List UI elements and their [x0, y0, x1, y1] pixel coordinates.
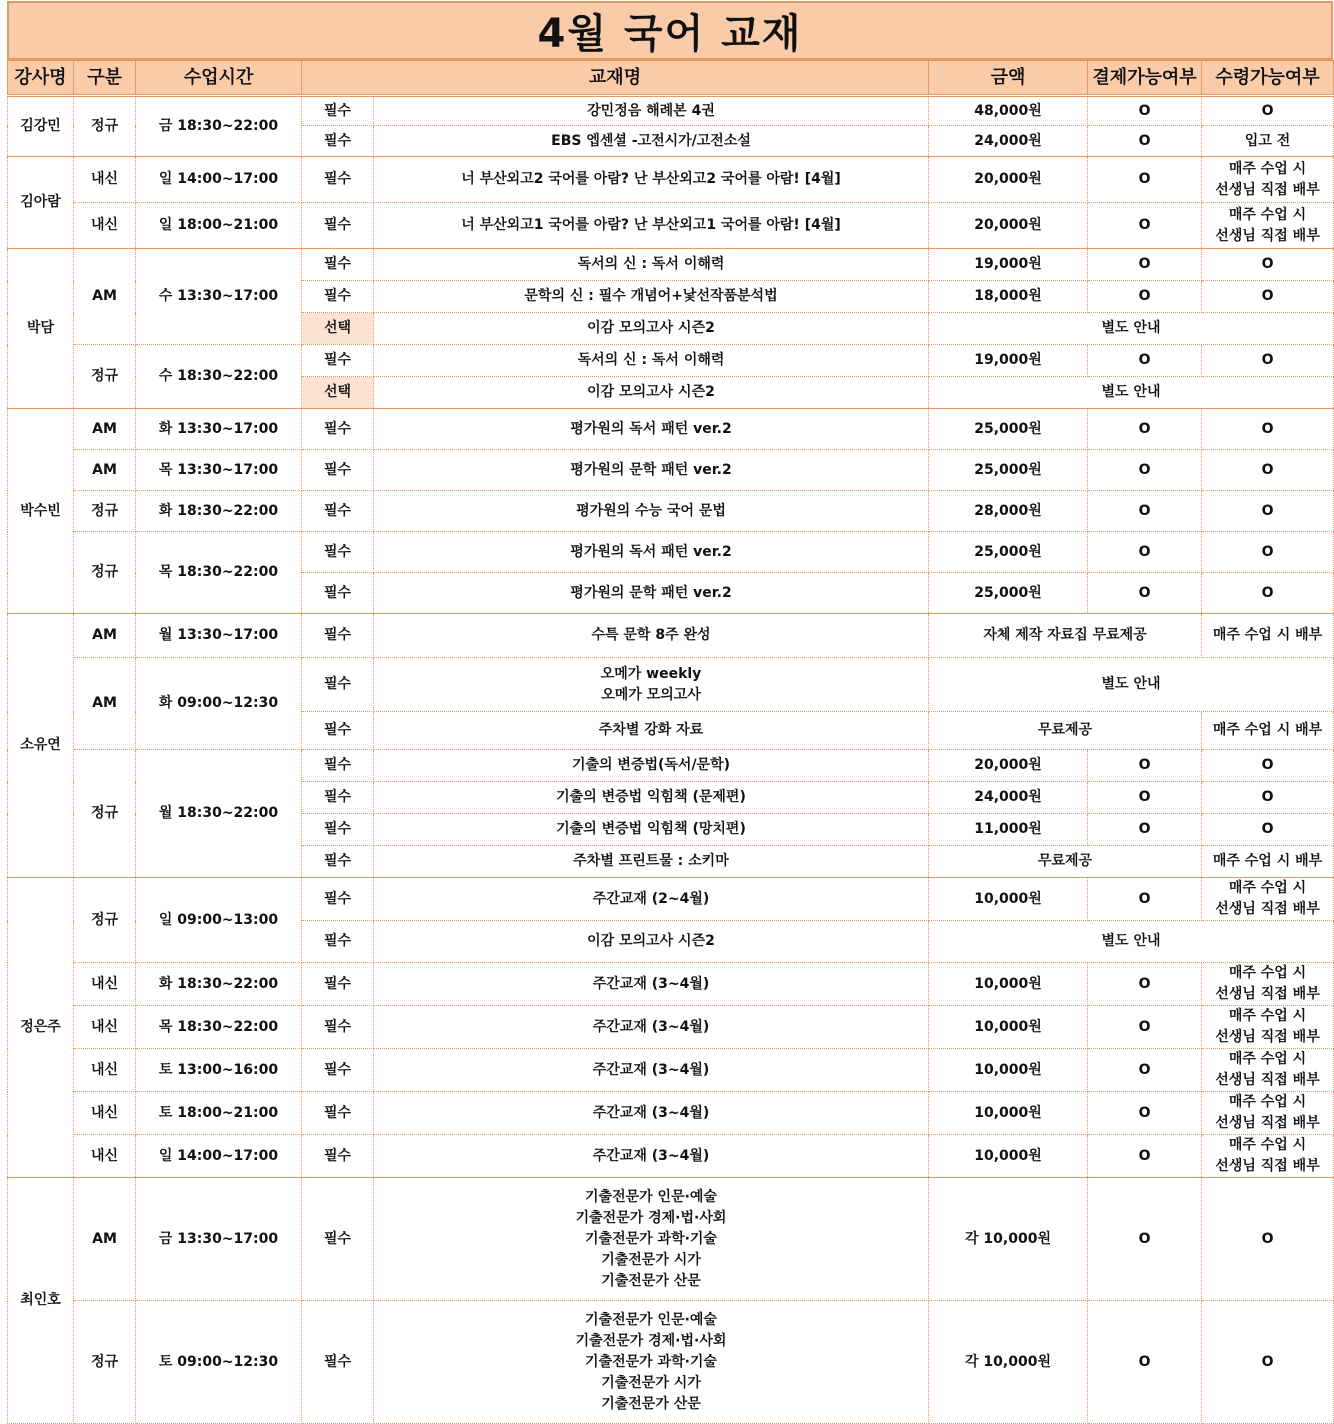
price-cell: 25,000원 [929, 409, 1088, 450]
required-badge: 필수 [302, 1049, 374, 1092]
payable-cell: O [1088, 281, 1202, 313]
class-type-cell: AM [74, 409, 136, 450]
book-title-cell: 주간교재 (3~4월) [374, 1006, 929, 1049]
book-title-cell: 너 부산외고2 국어를 아람? 난 부산외고2 국어를 아람! [4월] [374, 157, 929, 203]
receivable-cell: O [1202, 491, 1334, 532]
header-payable: 결제가능여부 [1088, 61, 1202, 96]
book-title-cell: 평가원의 문학 패턴 ver.2 [374, 450, 929, 491]
required-badge: 필수 [302, 157, 374, 203]
price-cell: 18,000원 [929, 281, 1088, 313]
class-time-cell: 토 18:00~21:00 [136, 1092, 302, 1135]
book-title-cell: 주간교재 (3~4월) [374, 1135, 929, 1178]
required-badge: 필수 [302, 1135, 374, 1178]
book-title-cell: 기출전문가 인문·예술 기출전문가 경제·법·사회 기출전문가 과학·기술 기출전문가 시가 기출전문가 산문 [374, 1301, 929, 1424]
book-title-cell: 평가원의 독서 패턴 ver.2 [374, 532, 929, 573]
price-cell: 각 10,000원 [929, 1178, 1088, 1301]
price-cell: 24,000원 [929, 126, 1088, 157]
class-type-cell: 내신 [74, 1135, 136, 1178]
required-badge: 필수 [302, 450, 374, 491]
class-type-cell: 정규 [74, 96, 136, 157]
class-time-cell: 금 18:30~22:00 [136, 96, 302, 157]
required-badge: 필수 [302, 573, 374, 614]
header-row [8, 61, 1334, 96]
receivable-cell: O [1202, 409, 1334, 450]
table-body [8, 96, 1334, 1424]
receivable-cell: 매주 수업 시 선생님 직접 배부 [1202, 1092, 1334, 1135]
price-cell: 48,000원 [929, 96, 1088, 126]
required-badge: 필수 [302, 814, 374, 846]
receivable-cell: 매주 수업 시 배부 [1202, 846, 1334, 878]
price-cell: 24,000원 [929, 782, 1088, 814]
price-cell: 19,000원 [929, 345, 1088, 377]
receivable-cell: O [1202, 450, 1334, 491]
separate-notice-cell: 별도 안내 [929, 313, 1334, 345]
required-badge: 필수 [302, 203, 374, 249]
teacher-cell: 김아람 [8, 157, 74, 249]
receivable-cell: O [1202, 1301, 1334, 1424]
receivable-cell: 매주 수업 시 선생님 직접 배부 [1202, 157, 1334, 203]
header-kind: 구분 [74, 61, 136, 96]
book-title-cell: 기출의 변증법 익힘책 (문제편) [374, 782, 929, 814]
receivable-cell: 매주 수업 시 선생님 직접 배부 [1202, 963, 1334, 1006]
class-time-cell: 목 18:30~22:00 [136, 532, 302, 614]
header-teacher: 강사명 [8, 61, 74, 96]
price-cell: 28,000원 [929, 491, 1088, 532]
class-type-cell: 내신 [74, 157, 136, 203]
class-type-cell: AM [74, 614, 136, 658]
payable-cell: O [1088, 450, 1202, 491]
class-type-cell: AM [74, 249, 136, 345]
table-row [8, 750, 1334, 782]
required-badge: 필수 [302, 963, 374, 1006]
table-row [8, 1092, 1334, 1135]
price-note-cell: 자체 제작 자료집 무료제공 [929, 614, 1202, 658]
teacher-cell: 박수빈 [8, 409, 74, 614]
payable-cell: O [1088, 126, 1202, 157]
textbook-table [7, 60, 1334, 1424]
required-badge: 필수 [302, 846, 374, 878]
class-type-cell: 정규 [74, 491, 136, 532]
receivable-cell: 매주 수업 시 선생님 직접 배부 [1202, 203, 1334, 249]
class-time-cell: 월 18:30~22:00 [136, 750, 302, 878]
class-time-cell: 화 18:30~22:00 [136, 491, 302, 532]
book-title-cell: 이감 모의고사 시즌2 [374, 377, 929, 409]
price-cell: 19,000원 [929, 249, 1088, 281]
class-type-cell: 정규 [74, 750, 136, 878]
optional-badge: 선택 [302, 377, 374, 409]
required-badge: 필수 [302, 921, 374, 963]
price-cell: 25,000원 [929, 573, 1088, 614]
required-badge: 필수 [302, 281, 374, 313]
class-time-cell: 화 13:30~17:00 [136, 409, 302, 450]
price-cell: 11,000원 [929, 814, 1088, 846]
class-type-cell: 정규 [74, 1301, 136, 1424]
receivable-cell: 매주 수업 시 배부 [1202, 614, 1334, 658]
table-row [8, 157, 1334, 203]
class-type-cell: 정규 [74, 878, 136, 963]
table-row [8, 96, 1334, 126]
payable-cell: O [1088, 1006, 1202, 1049]
book-title-cell: 문학의 신 : 필수 개념어+낯선작품분석법 [374, 281, 929, 313]
book-title-cell: 기출전문가 인문·예술 기출전문가 경제·법·사회 기출전문가 과학·기술 기출전문가 시가 기출전문가 산문 [374, 1178, 929, 1301]
receivable-cell: 매주 수업 시 선생님 직접 배부 [1202, 878, 1334, 921]
teacher-cell: 김강민 [8, 96, 74, 157]
separate-notice-cell: 별도 안내 [929, 921, 1334, 963]
price-cell: 20,000원 [929, 203, 1088, 249]
required-badge: 필수 [302, 126, 374, 157]
teacher-cell: 박담 [8, 249, 74, 409]
payable-cell: O [1088, 814, 1202, 846]
price-cell: 10,000원 [929, 878, 1088, 921]
price-cell: 10,000원 [929, 1006, 1088, 1049]
receivable-cell: O [1202, 814, 1334, 846]
optional-badge: 선택 [302, 313, 374, 345]
book-title-cell: 오메가 weekly 오메가 모의고사 [374, 658, 929, 712]
payable-cell: O [1088, 345, 1202, 377]
book-title-cell: 너 부산외고1 국어를 아람? 난 부산외고1 국어를 아람! [4월] [374, 203, 929, 249]
book-title-cell: EBS 엡센셜 -고전시가/고전소설 [374, 126, 929, 157]
textbook-sheet [7, 1, 1333, 1424]
required-badge: 필수 [302, 345, 374, 377]
price-cell: 25,000원 [929, 450, 1088, 491]
class-type-cell: 정규 [74, 532, 136, 614]
header-price: 금액 [929, 61, 1088, 96]
table-row [8, 614, 1334, 658]
price-cell: 10,000원 [929, 1092, 1088, 1135]
price-cell: 10,000원 [929, 1135, 1088, 1178]
receivable-cell: O [1202, 96, 1334, 126]
price-cell: 20,000원 [929, 157, 1088, 203]
required-badge: 필수 [302, 1178, 374, 1301]
separate-notice-cell: 별도 안내 [929, 658, 1334, 712]
table-row [8, 963, 1334, 1006]
price-cell: 20,000원 [929, 750, 1088, 782]
book-title-cell: 이감 모의고사 시즌2 [374, 313, 929, 345]
class-type-cell: AM [74, 1178, 136, 1301]
required-badge: 필수 [302, 878, 374, 921]
payable-cell: O [1088, 963, 1202, 1006]
receivable-cell: O [1202, 345, 1334, 377]
table-row [8, 1178, 1334, 1301]
payable-cell: O [1088, 1301, 1202, 1424]
table-row [8, 532, 1334, 573]
payable-cell: O [1088, 1049, 1202, 1092]
price-cell: 25,000원 [929, 532, 1088, 573]
page-title: 4월 국어 교재 [7, 1, 1333, 60]
class-type-cell: AM [74, 450, 136, 491]
table-row [8, 1006, 1334, 1049]
required-badge: 필수 [302, 658, 374, 712]
class-time-cell: 일 14:00~17:00 [136, 157, 302, 203]
payable-cell: O [1088, 409, 1202, 450]
receivable-cell: 매주 수업 시 배부 [1202, 712, 1334, 750]
required-badge: 필수 [302, 249, 374, 281]
required-badge: 필수 [302, 409, 374, 450]
required-badge: 필수 [302, 96, 374, 126]
book-title-cell: 주간교재 (3~4월) [374, 1049, 929, 1092]
table-row [8, 878, 1334, 921]
required-badge: 필수 [302, 712, 374, 750]
book-title-cell: 독서의 신 : 독서 이해력 [374, 345, 929, 377]
table-row [8, 450, 1334, 491]
table-row [8, 203, 1334, 249]
price-note-cell: 무료제공 [929, 846, 1202, 878]
book-title-cell: 이감 모의고사 시즌2 [374, 921, 929, 963]
payable-cell: O [1088, 249, 1202, 281]
table-row [8, 1049, 1334, 1092]
payable-cell: O [1088, 203, 1202, 249]
receivable-cell: 매주 수업 시 선생님 직접 배부 [1202, 1006, 1334, 1049]
book-title-cell: 기출의 변증법 익힘책 (망치편) [374, 814, 929, 846]
class-time-cell: 수 18:30~22:00 [136, 345, 302, 409]
class-time-cell: 일 18:00~21:00 [136, 203, 302, 249]
receivable-cell: O [1202, 782, 1334, 814]
payable-cell: O [1088, 750, 1202, 782]
teacher-cell: 소유연 [8, 614, 74, 878]
payable-cell: O [1088, 1092, 1202, 1135]
table-row [8, 249, 1334, 281]
payable-cell: O [1088, 573, 1202, 614]
price-note-cell: 무료제공 [929, 712, 1202, 750]
class-time-cell: 일 09:00~13:00 [136, 878, 302, 963]
header-book: 교재명 [302, 61, 929, 96]
header-time: 수업시간 [136, 61, 302, 96]
required-badge: 필수 [302, 1006, 374, 1049]
class-time-cell: 금 13:30~17:00 [136, 1178, 302, 1301]
class-type-cell: 내신 [74, 203, 136, 249]
header-receivable: 수령가능여부 [1202, 61, 1334, 96]
receivable-cell: O [1202, 750, 1334, 782]
class-type-cell: 내신 [74, 963, 136, 1006]
class-type-cell: 정규 [74, 345, 136, 409]
required-badge: 필수 [302, 491, 374, 532]
table-row [8, 345, 1334, 377]
payable-cell: O [1088, 1135, 1202, 1178]
class-time-cell: 토 09:00~12:30 [136, 1301, 302, 1424]
receivable-cell: O [1202, 249, 1334, 281]
receivable-cell: O [1202, 573, 1334, 614]
table-row [8, 409, 1334, 450]
class-type-cell: 내신 [74, 1049, 136, 1092]
price-cell: 10,000원 [929, 963, 1088, 1006]
payable-cell: O [1088, 532, 1202, 573]
class-time-cell: 목 13:30~17:00 [136, 450, 302, 491]
book-title-cell: 주차별 강화 자료 [374, 712, 929, 750]
receivable-cell: O [1202, 281, 1334, 313]
book-title-cell: 평가원의 문학 패턴 ver.2 [374, 573, 929, 614]
class-time-cell: 목 18:30~22:00 [136, 1006, 302, 1049]
table-row [8, 1301, 1334, 1424]
class-type-cell: AM [74, 658, 136, 750]
class-type-cell: 내신 [74, 1092, 136, 1135]
payable-cell: O [1088, 878, 1202, 921]
receivable-cell: 매주 수업 시 선생님 직접 배부 [1202, 1135, 1334, 1178]
payable-cell: O [1088, 1178, 1202, 1301]
class-time-cell: 월 13:30~17:00 [136, 614, 302, 658]
book-title-cell: 기출의 변증법(독서/문학) [374, 750, 929, 782]
required-badge: 필수 [302, 1092, 374, 1135]
price-cell: 10,000원 [929, 1049, 1088, 1092]
book-title-cell: 주간교재 (2~4월) [374, 878, 929, 921]
table-row [8, 491, 1334, 532]
required-badge: 필수 [302, 532, 374, 573]
payable-cell: O [1088, 782, 1202, 814]
teacher-cell: 정은주 [8, 878, 74, 1178]
table-row [8, 658, 1334, 712]
price-cell: 각 10,000원 [929, 1301, 1088, 1424]
receivable-cell: O [1202, 1178, 1334, 1301]
required-badge: 필수 [302, 614, 374, 658]
class-time-cell: 화 09:00~12:30 [136, 658, 302, 750]
required-badge: 필수 [302, 1301, 374, 1424]
book-title-cell: 평가원의 수능 국어 문법 [374, 491, 929, 532]
teacher-cell: 최인호 [8, 1178, 74, 1424]
book-title-cell: 평가원의 독서 패턴 ver.2 [374, 409, 929, 450]
class-time-cell: 화 18:30~22:00 [136, 963, 302, 1006]
payable-cell: O [1088, 491, 1202, 532]
class-time-cell: 일 14:00~17:00 [136, 1135, 302, 1178]
receivable-cell: O [1202, 532, 1334, 573]
book-title-cell: 독서의 신 : 독서 이해력 [374, 249, 929, 281]
payable-cell: O [1088, 96, 1202, 126]
separate-notice-cell: 별도 안내 [929, 377, 1334, 409]
class-type-cell: 내신 [74, 1006, 136, 1049]
book-title-cell: 주차별 프린트물 : 소키마 [374, 846, 929, 878]
receivable-cell: 매주 수업 시 선생님 직접 배부 [1202, 1049, 1334, 1092]
book-title-cell: 수특 문학 8주 완성 [374, 614, 929, 658]
class-time-cell: 수 13:30~17:00 [136, 249, 302, 345]
payable-cell: O [1088, 157, 1202, 203]
required-badge: 필수 [302, 782, 374, 814]
book-title-cell: 강민정음 해례본 4권 [374, 96, 929, 126]
receivable-cell: 입고 전 [1202, 126, 1334, 157]
book-title-cell: 주간교재 (3~4월) [374, 1092, 929, 1135]
class-time-cell: 토 13:00~16:00 [136, 1049, 302, 1092]
required-badge: 필수 [302, 750, 374, 782]
table-row [8, 1135, 1334, 1178]
book-title-cell: 주간교재 (3~4월) [374, 963, 929, 1006]
